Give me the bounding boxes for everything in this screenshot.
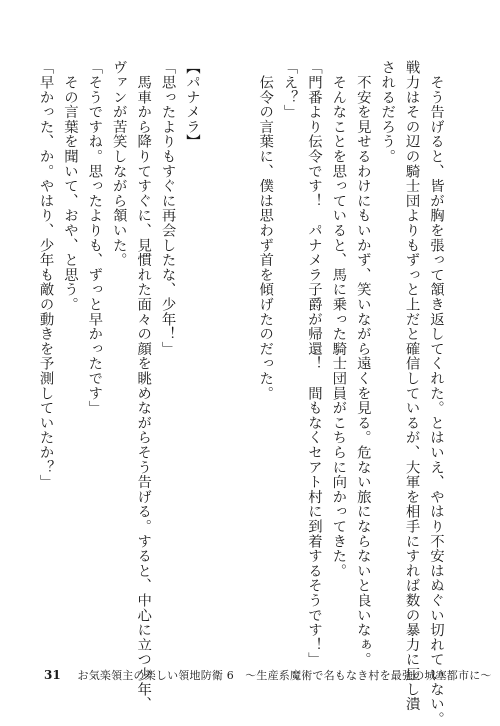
page-footer (44, 665, 492, 685)
text-line: 馬車から降りてすぐに、見慣れた面々の顔を眺めながらそう告げる。すると、中心に立つ少年、 (135, 60, 152, 712)
text-line: 「そうですね。思ったよりも、ずっと早かったです」 (86, 60, 103, 416)
text-line: 「早かった、か。やはり、少年も敵の動きを予測していたか？」 (37, 60, 54, 490)
text-line: 不安を見せるわけにもいかず、笑いながら遠くを見る。危ない旅にならないと良いなぁ。 (354, 60, 371, 667)
section-heading: 【パナメラ】 (183, 60, 200, 149)
text-line: そんなことを思っていると、馬に乗った騎士団員がこちらに向かってきた。 (330, 60, 347, 578)
text-line: ヴァンが苦笑しながら頷いた。 (110, 60, 127, 268)
text-line: 戦力はその辺の騎士団よりもずっと上だと確信しているが、大軍を相手にすれば数の暴力に圧し潰 (403, 60, 420, 712)
blank-line (228, 60, 252, 658)
blank-line (204, 60, 228, 658)
text-line: その言葉を聞いて、おや、と思う。 (61, 60, 78, 312)
text-line: 「門番より伝令です！ パナメラ子爵が帰還！ 間もなくセアト村に到着するそうです！」 (305, 60, 322, 667)
text-line: 伝令の言葉に、僕は思わず首を傾げたのだった。 (257, 60, 274, 401)
text-line: 「思ったよりもすぐに再会したな、少年！」 (159, 60, 176, 356)
running-title: お気楽領主の楽しい領地防衛 6 〜生産系魔術で名もなき村を最強の城塞都市に〜 (77, 669, 492, 682)
text-line: されるだろう。 (379, 60, 396, 164)
page-number: 31 (44, 668, 61, 682)
text-line: そう告げると、皆が胸を張って頷き返してくれた。とはいえ、やはり不安はぬぐい切れていない。 (428, 60, 444, 726)
text-line: 「え？」 (281, 60, 298, 120)
